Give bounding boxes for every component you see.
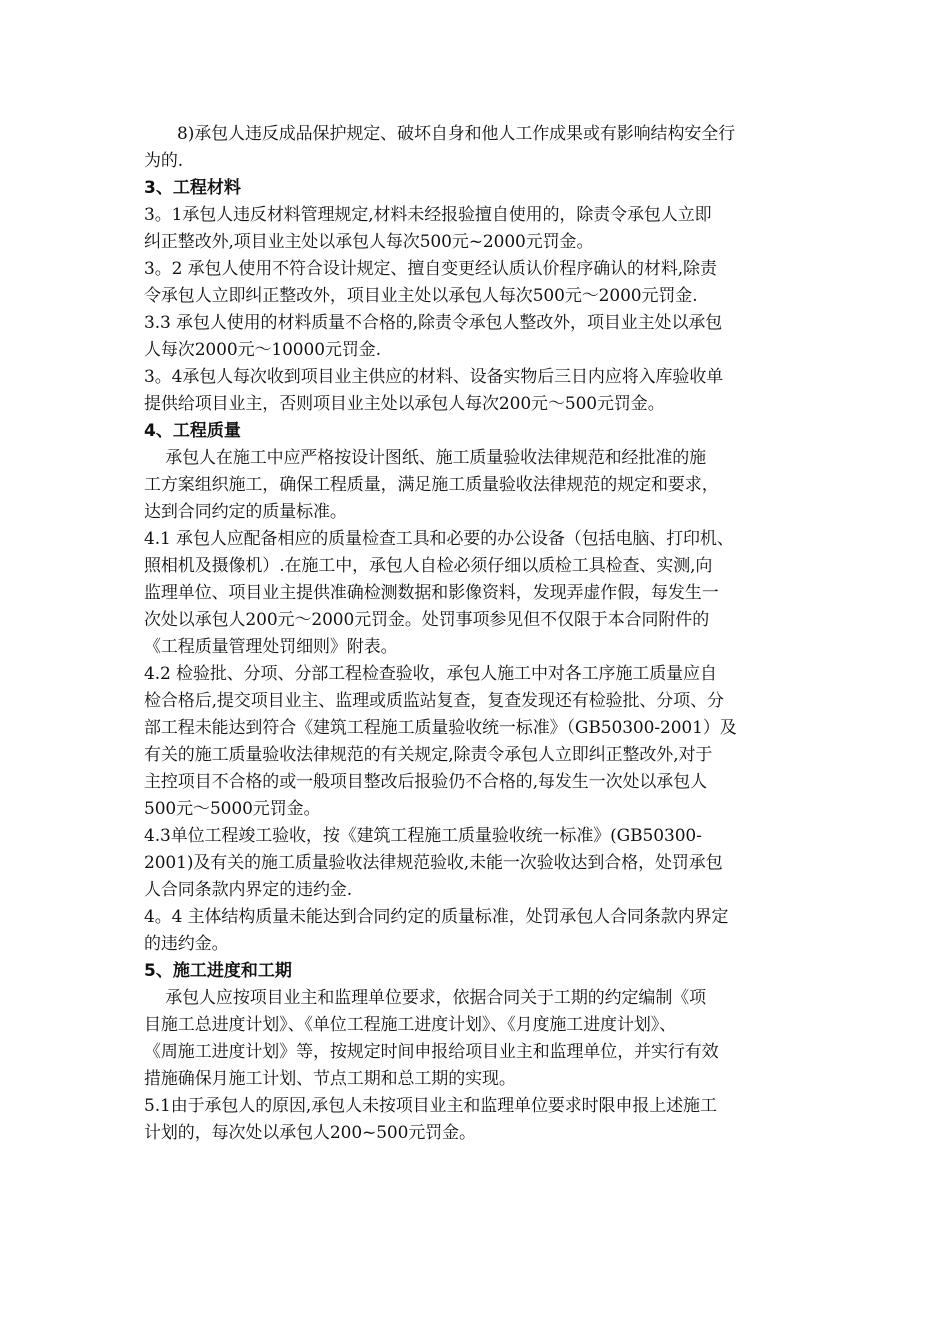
- text-line: 检合格后,提交项目业主、监理或质监站复查，复查发现还有检验批、分项、分: [144, 691, 724, 711]
- text-line: 8)承包人违反成品保护规定、破坏自身和他人工作成果或有影响结构安全行: [177, 124, 736, 144]
- text-line: 《周施工进度计划》等，按规定时间申报给项目业主和监理单位，并实行有效: [144, 1042, 719, 1062]
- text-line: 措施确保月施工计划、节点工期和总工期的实现。: [144, 1069, 516, 1089]
- text-line: 有关的施工质量验收法律规范的有关规定,除责令承包人立即纠正整改外,对于: [144, 745, 713, 765]
- paragraph: [144, 905, 814, 957]
- text-line: 为的.: [144, 151, 184, 171]
- paragraph: [144, 824, 814, 903]
- text-line: 2001)及有关的施工质量验收法律规范验收,未能一次验收达到合格，处罚承包: [144, 853, 723, 873]
- text-line: 令承包人立即纠正整改外，项目业主处以承包人每次500元～2000元罚金.: [144, 286, 698, 306]
- paragraph: [144, 662, 814, 822]
- text-line: 3.3 承包人使用的材料质量不合格的,除责令承包人整改外，项目业主处以承包: [144, 313, 723, 333]
- text-line: 达到合同约定的质量标准。: [144, 502, 347, 522]
- text-line: 部工程未能达到符合《建筑工程施工质量验收统一标准》（GB50300-2001）及: [144, 718, 737, 738]
- text-line: 纠正整改外,项目业主处以承包人每次500元~2000元罚金。: [144, 232, 594, 252]
- text-line: 承包人在施工中应严格按设计图纸、施工质量验收法律规范和经批准的施: [144, 448, 707, 468]
- section-heading: 4、工程质量: [144, 421, 241, 441]
- text-line: 次处以承包人200元～2000元罚金。处罚事项参见但不仅限于本合同附件的: [144, 610, 710, 630]
- paragraph: [144, 527, 814, 660]
- text-line: 4。4 主体结构质量未能达到合同约定的质量标准，处罚承包人合同条款内界定: [144, 907, 729, 927]
- text-line: 监理单位、项目业主提供准确检测数据和影像资料，发现弄虚作假，每发生一: [144, 583, 719, 603]
- document-body: [144, 122, 814, 1148]
- text-line: 工方案组织施工，确保工程质量，满足施工质量验收法律规范的规定和要求，: [144, 475, 719, 495]
- text-line: 4.2 检验批、分项、分部工程检查验收，承包人施工中对各工序施工质量应自: [144, 664, 717, 684]
- paragraph: [144, 365, 814, 417]
- text-line: 提供给项目业主，否则项目业主处以承包人每次200元～500元罚金。: [144, 394, 665, 414]
- text-line: 4.1 承包人应配备相应的质量检查工具和必要的办公设备（包括电脑、打印机、: [144, 529, 734, 549]
- text-line: 5.1由于承包人的原因,承包人未按项目业主和监理单位要求时限申报上述施工: [144, 1096, 717, 1116]
- text-line: 的违约金。: [144, 934, 229, 954]
- text-line: 《工程质量管理处罚细则》附表。: [144, 637, 398, 657]
- text-line: 主控项目不合格的或一般项目整改后报验仍不合格的,每发生一次处以承包人: [144, 772, 708, 792]
- paragraph: [144, 986, 814, 1092]
- text-line: 4.3单位工程竣工验收，按《建筑工程施工质量验收统一标准》(GB50300-: [144, 826, 702, 846]
- section-heading: 3、工程材料: [144, 178, 241, 198]
- text-line: 3。4承包人每次收到项目业主供应的材料、设备实物后三日内应将入库验收单: [144, 367, 724, 387]
- text-line: 人合同条款内界定的违约金.: [144, 880, 353, 900]
- paragraph: [144, 203, 814, 255]
- text-line: 目施工总进度计划》、《单位工程施工进度计划》、《月度施工进度计划》、: [144, 1015, 677, 1035]
- paragraph: [144, 1094, 814, 1146]
- section-heading: 5、施工进度和工期: [144, 961, 292, 981]
- text-line: 3。1承包人违反材料管理规定,材料未经报验擅自使用的，除责令承包人立即: [144, 205, 712, 225]
- text-line: 计划的，每次处以承包人200~500元罚金。: [144, 1123, 476, 1143]
- text-line: 3。2 承包人使用不符合设计规定、擅自变更经认质认价程序确认的材料,除责: [144, 259, 717, 279]
- text-line: 承包人应按项目业主和监理单位要求，依据合同关于工期的约定编制《项: [144, 988, 707, 1008]
- text-line: 照相机及摄像机）.在施工中，承包人自检必须仔细以质检工具检查、实测,向: [144, 556, 713, 576]
- text-line: 500元～5000元罚金。: [144, 799, 321, 819]
- paragraph: [144, 311, 814, 363]
- paragraph: [144, 446, 814, 525]
- paragraph: [144, 257, 814, 309]
- paragraph: [144, 122, 814, 174]
- text-line: 人每次2000元～10000元罚金.: [144, 340, 381, 360]
